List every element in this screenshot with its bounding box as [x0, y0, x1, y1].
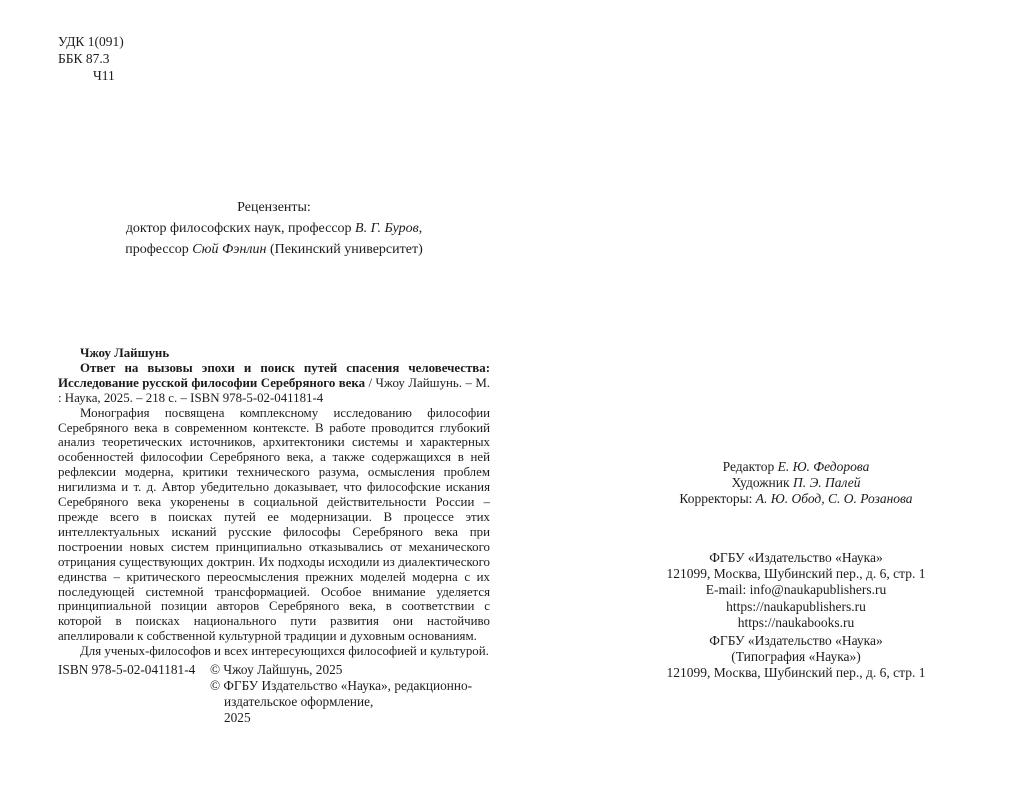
classification-codes: [58, 33, 124, 84]
reviewer-line-1: [58, 218, 490, 239]
annotation-paragraph-2: Для ученых-философов и всех интересующихся философией и культурой.: [80, 644, 489, 659]
publisher-site-2: https://naukabooks.ru: [737, 614, 855, 630]
copyright-author-line: © Чжоу Лайшунь, 2025: [210, 662, 343, 677]
artist-role: Художник: [731, 475, 793, 491]
printing-house-block: [600, 633, 992, 682]
book-author: Чжоу Лайшунь: [80, 346, 170, 360]
publisher-block: [600, 550, 992, 631]
editor-name: Е. Ю. Федорова: [777, 459, 870, 474]
reviewer-2-title: профессор: [125, 242, 193, 257]
publisher-name: ФГБУ «Издательство «Наука»: [709, 550, 883, 565]
editor-role: Редактор: [722, 459, 778, 474]
copyright-publisher-line: © ФГБУ Издательство «Наука», редакционно-: [210, 678, 473, 693]
annotation-paragraph-1: Монография посвящена комплексному исследованию философии Серебряного века в современном контексте. В работе проводится глубокий анализ теоретических источников, архитектоники системы и характерных особенностей философии Серебряного века, а также содержащихся в ней рефлексии модерна, критики технического разума, осмысления проблем нигилизма и т. д. Автор убедительно доказывает, что философские искания Серебряного века укоренены в социальной действительности России – прежде всего в поисках путей ее модернизации. В процессе этих интеллектуальных исканий русские философы Серебряного века при построении новых систем принципиально отказывались от механического отрицания существующих доктрин. Их подходы исходили из диалектического единства – критического переосмысления прежних моделей модерна с их последующей системной трансформацией. Особое внимание уделяется принципиальной позиции авторов Серебряного века, в соответствии с которой в поисках национального пути развития они настойчиво апеллировали к собственной культурной традиции и духовным основаниям.: [58, 405, 490, 644]
author-sign-code: Ч11: [93, 68, 115, 83]
proofreaders-role: Корректоры:: [679, 491, 756, 507]
reviewer-line-2: [58, 239, 490, 260]
book-bibliographic-record: [58, 361, 490, 406]
reviewer-1-suffix: ,: [418, 221, 423, 236]
isbn-number: ISBN 978-5-02-041181-4: [58, 662, 196, 677]
editor-line: [600, 459, 992, 475]
printer-address: 121099, Москва, Шубинский пер., д. 6, стр. 1: [666, 665, 926, 681]
copyright-publisher-line-cont: издательское оформление,: [224, 694, 374, 709]
staff-credits-block: [600, 459, 992, 508]
artist-line: [600, 475, 992, 491]
bbk-code: ББК 87.3: [58, 51, 110, 66]
publisher-site-1: https://naukapublishers.ru: [726, 598, 866, 614]
copyright-block: [210, 662, 510, 726]
reviewer-2-suffix: (Пекинский университет): [266, 242, 423, 257]
book-title: Ответ на вызовы эпохи и поиск путей спасения человечества: Исследование русской философии Серебряного века: [58, 360, 490, 390]
proofreaders-names: А. Ю. Обод, С. О. Розанова: [755, 491, 913, 507]
reviewer-2-name: Сюй Фэнлин: [192, 242, 267, 257]
artist-name: П. Э. Палей: [792, 475, 861, 491]
reviewer-1-name: В. Г. Буров: [355, 221, 419, 236]
printer-subname: (Типография «Наука»): [731, 649, 861, 665]
publisher-address: 121099, Москва, Шубинский пер., д. 6, стр. 1: [666, 566, 926, 582]
copyright-year-line: 2025: [224, 710, 251, 725]
bibliographic-block: [58, 346, 490, 659]
printer-name: ФГБУ «Издательство «Наука»: [709, 633, 883, 648]
proofreaders-line: [600, 491, 992, 507]
book-imprint: / Чжоу Лайшунь. – М. : Наука, 2025. – 218 с. – ISBN 978-5-02-041181-4: [58, 375, 491, 405]
reviewer-1-title: доктор философских наук, профессор: [125, 221, 356, 236]
publisher-email: E-mail: info@naukapublishers.ru: [705, 582, 887, 598]
reviewers-block: [58, 197, 490, 260]
reviewers-heading: Рецензенты:: [237, 200, 311, 215]
udk-code: УДК 1(091): [58, 34, 124, 49]
